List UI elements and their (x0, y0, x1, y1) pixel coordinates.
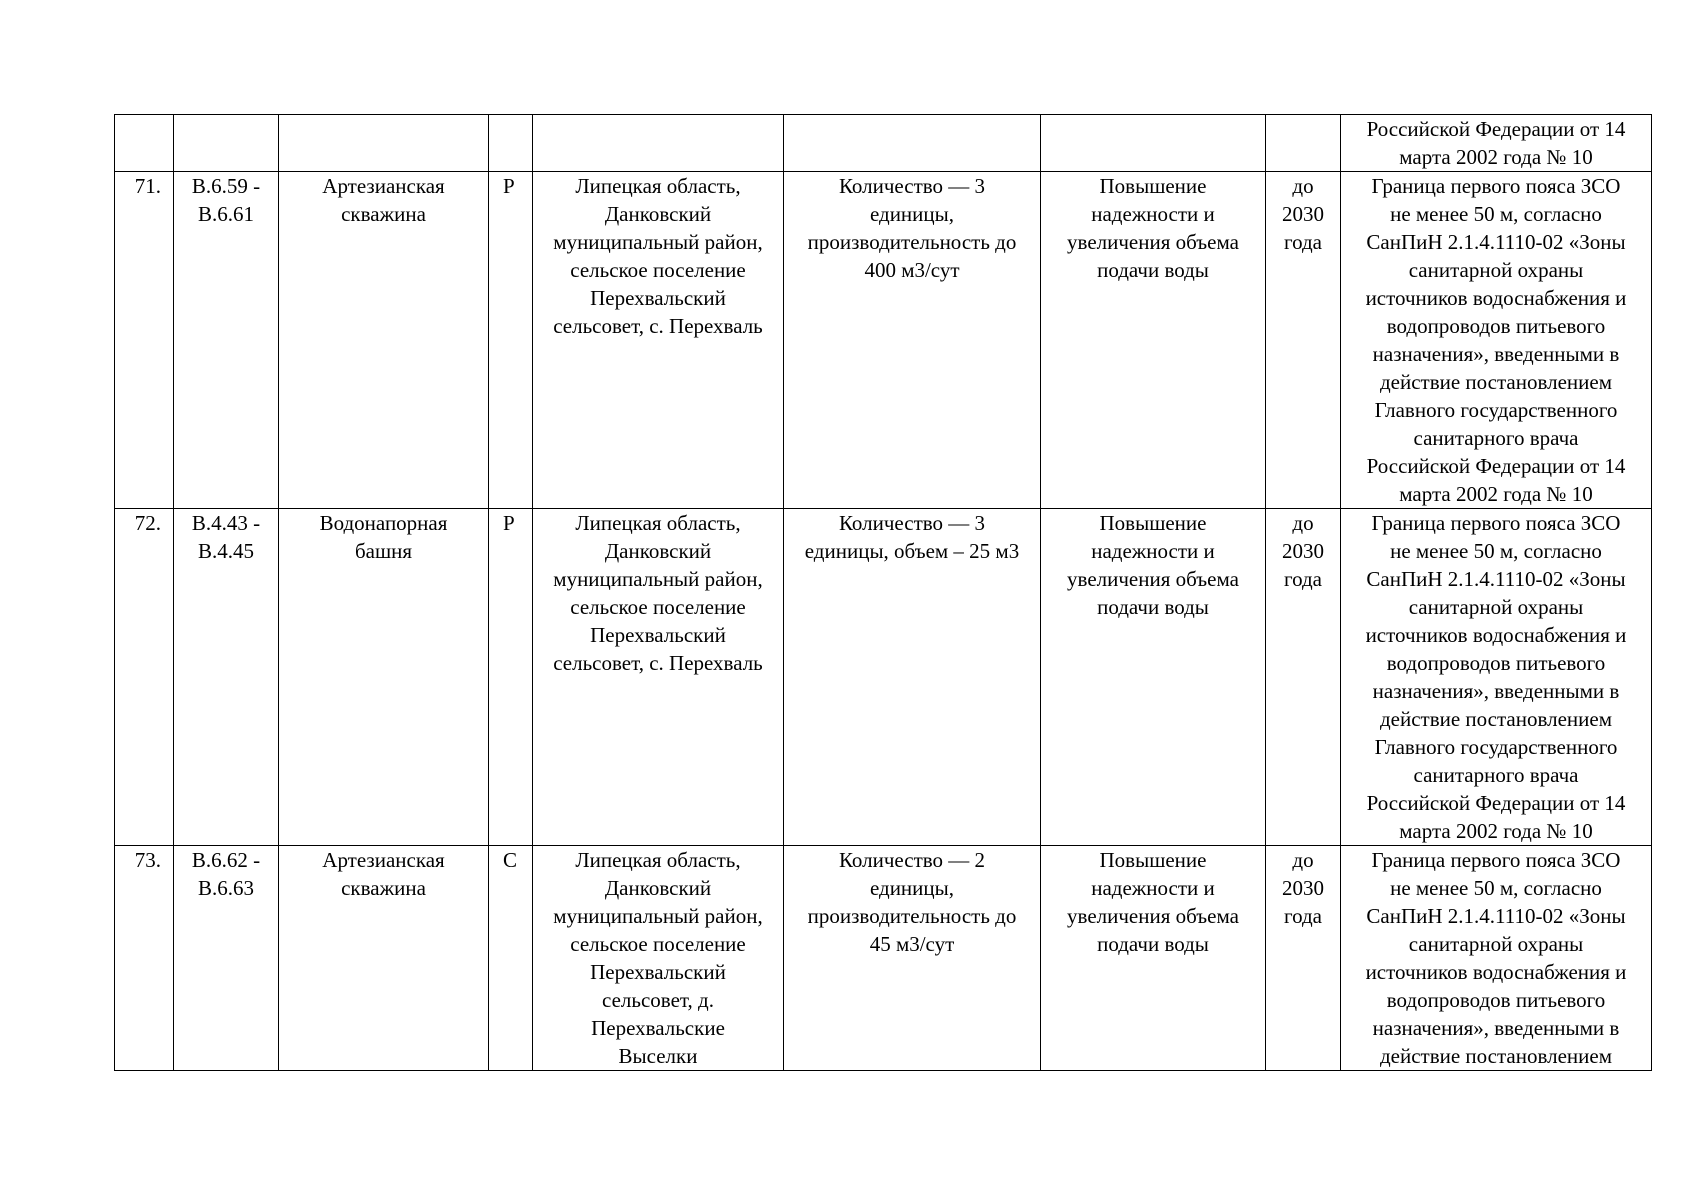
text-line: сельсовет, д. (602, 988, 714, 1012)
cell-type: С (489, 846, 533, 1071)
text-line: не менее 50 м, согласно (1390, 202, 1602, 226)
text-line: Данковский (604, 202, 712, 226)
text-line: Граница первого пояса ЗСО (1371, 848, 1621, 872)
text-line: 2030 (1282, 876, 1324, 900)
cell-code (174, 509, 279, 846)
cell-type: Р (489, 172, 533, 509)
text-line: Повышение (1099, 174, 1207, 198)
text-line: Перехвальский (590, 960, 726, 984)
text-line: Главного государственного (1374, 398, 1618, 422)
cell-number: 73. (115, 846, 174, 1071)
cell-code (174, 115, 279, 172)
text-line: действие постановлением (1379, 370, 1613, 394)
text-line: 400 м3/сут (864, 258, 960, 282)
text-line: Липецкая область, (575, 174, 741, 198)
text-line: Артезианская (322, 848, 445, 872)
text-line: сельское поселение (570, 258, 746, 282)
text-line: не менее 50 м, согласно (1390, 876, 1602, 900)
cell-zone (1341, 846, 1652, 1071)
location-text (535, 509, 781, 677)
text-line: 2030 (1282, 202, 1324, 226)
text-line: источников водоснабжения и (1365, 623, 1627, 647)
text-line: года (1284, 230, 1322, 254)
purpose-text (1043, 509, 1263, 621)
cell-code (174, 846, 279, 1071)
cell-name (279, 115, 489, 172)
cell-characteristics (784, 115, 1041, 172)
text-line: единицы, (869, 202, 955, 226)
text-line: СанПиН 2.1.4.1110-02 «Зоны (1366, 230, 1626, 254)
text-line: увеличения объема (1067, 904, 1239, 928)
text-line: Главного государственного (1374, 735, 1618, 759)
text-line: Водонапорная (319, 511, 448, 535)
text-line: скважина (341, 876, 426, 900)
table-row-continuation (115, 115, 1652, 172)
cell-purpose (1041, 115, 1266, 172)
text-line: увеличения объема (1067, 567, 1239, 591)
text-line: действие постановлением (1379, 707, 1613, 731)
text-line: В.6.62 - (191, 848, 261, 872)
term-text (1268, 846, 1338, 930)
cell-name (279, 509, 489, 846)
characteristics-text (786, 846, 1038, 958)
text-line: муниципальный район, (553, 230, 763, 254)
text-line: водопроводов питьевого (1386, 988, 1606, 1012)
text-line: санитарной охраны (1408, 258, 1584, 282)
text-line: санитарного врача (1413, 763, 1579, 787)
characteristics-text (786, 509, 1038, 565)
cell-location (533, 172, 784, 509)
text-line: Граница первого пояса ЗСО (1371, 511, 1621, 535)
text-line: СанПиН 2.1.4.1110-02 «Зоны (1366, 904, 1626, 928)
cell-code (174, 172, 279, 509)
text-line: муниципальный район, (553, 904, 763, 928)
text-line: надежности и (1091, 539, 1215, 563)
text-line: 45 м3/сут (869, 932, 955, 956)
text-line: не менее 50 м, согласно (1390, 539, 1602, 563)
cell-purpose (1041, 509, 1266, 846)
text-line: действие постановлением (1379, 1044, 1613, 1068)
cell-type: Р (489, 509, 533, 846)
text-line: назначения», введенными в (1372, 342, 1620, 366)
text-line: водопроводов питьевого (1386, 314, 1606, 338)
text-line: Российской Федерации от 14 (1366, 454, 1626, 478)
text-line: В.4.45 (197, 539, 254, 563)
text-line: года (1284, 567, 1322, 591)
text-line: до (1292, 174, 1314, 198)
text-line: Российской Федерации от 14 (1366, 791, 1626, 815)
text-line: производительность до (807, 230, 1017, 254)
text-line: Перехвальский (590, 623, 726, 647)
text-line: увеличения объема (1067, 230, 1239, 254)
text-line: года (1284, 904, 1322, 928)
term-text (1268, 509, 1338, 593)
cell-number: 71. (115, 172, 174, 509)
cell-term (1266, 172, 1341, 509)
text-line: Перехвальский (590, 286, 726, 310)
code-text (176, 172, 276, 228)
text-line: В.4.43 - (191, 511, 261, 535)
cell-characteristics (784, 172, 1041, 509)
text-line: единицы, (869, 876, 955, 900)
purpose-text (1043, 172, 1263, 284)
text-line: источников водоснабжения и (1365, 286, 1627, 310)
text-line: Перехвальские (591, 1016, 725, 1040)
cell-name (279, 846, 489, 1071)
cell-number (115, 115, 174, 172)
text-line: подачи воды (1097, 595, 1209, 619)
text-line: водопроводов питьевого (1386, 651, 1606, 675)
text-line: башня (354, 539, 413, 563)
name-text (281, 509, 486, 565)
text-line: скважина (341, 202, 426, 226)
text-line: марта 2002 года № 10 (1399, 482, 1593, 506)
name-text (281, 846, 486, 902)
text-line: подачи воды (1097, 932, 1209, 956)
text-line: единицы, объем – 25 м3 (804, 539, 1020, 563)
code-text (176, 509, 276, 565)
text-line: сельсовет, с. Перехваль (553, 651, 763, 675)
text-line: Липецкая область, (575, 511, 741, 535)
zone-text (1343, 509, 1649, 845)
table-row (115, 172, 1652, 509)
cell-term (1266, 115, 1341, 172)
text-line: В.6.61 (197, 202, 254, 226)
text-line: надежности и (1091, 202, 1215, 226)
cell-characteristics (784, 509, 1041, 846)
text-line: производительность до (807, 904, 1017, 928)
zone-text (1343, 115, 1649, 171)
cell-number: 72. (115, 509, 174, 846)
text-line: подачи воды (1097, 258, 1209, 282)
cell-type (489, 115, 533, 172)
cell-zone (1341, 115, 1652, 172)
text-line: надежности и (1091, 876, 1215, 900)
text-line: санитарной охраны (1408, 595, 1584, 619)
cell-location (533, 846, 784, 1071)
text-line: В.6.63 (197, 876, 254, 900)
text-line: Данковский (604, 539, 712, 563)
text-line: назначения», введенными в (1372, 1016, 1620, 1040)
text-line: сельское поселение (570, 595, 746, 619)
text-line: Количество — 2 (838, 848, 986, 872)
text-line: Липецкая область, (575, 848, 741, 872)
cell-purpose (1041, 846, 1266, 1071)
purpose-text (1043, 846, 1263, 958)
table-row (115, 509, 1652, 846)
cell-term (1266, 509, 1341, 846)
text-line: сельское поселение (570, 932, 746, 956)
text-line: сельсовет, с. Перехваль (553, 314, 763, 338)
text-line: Повышение (1099, 511, 1207, 535)
text-line: муниципальный район, (553, 567, 763, 591)
name-text (281, 172, 486, 228)
text-line: Количество — 3 (838, 174, 986, 198)
location-text (535, 172, 781, 340)
characteristics-text (786, 172, 1038, 284)
text-line: до (1292, 511, 1314, 535)
cell-zone (1341, 172, 1652, 509)
table-row (115, 846, 1652, 1071)
location-text (535, 846, 781, 1070)
cell-characteristics (784, 846, 1041, 1071)
text-line: 2030 (1282, 539, 1324, 563)
zone-text (1343, 846, 1649, 1070)
cell-location (533, 115, 784, 172)
cell-zone (1341, 509, 1652, 846)
text-line: Российской Федерации от 14 (1366, 117, 1626, 141)
zone-text (1343, 172, 1649, 508)
text-line: СанПиН 2.1.4.1110-02 «Зоны (1366, 567, 1626, 591)
text-line: Количество — 3 (838, 511, 986, 535)
text-line: Повышение (1099, 848, 1207, 872)
text-line: В.6.59 - (191, 174, 261, 198)
cell-purpose (1041, 172, 1266, 509)
text-line: до (1292, 848, 1314, 872)
facilities-table (114, 114, 1652, 1071)
text-line: назначения», введенными в (1372, 679, 1620, 703)
text-line: санитарного врача (1413, 426, 1579, 450)
term-text (1268, 172, 1338, 256)
text-line: санитарной охраны (1408, 932, 1584, 956)
cell-location (533, 509, 784, 846)
text-line: Артезианская (322, 174, 445, 198)
cell-term (1266, 846, 1341, 1071)
text-line: марта 2002 года № 10 (1399, 819, 1593, 843)
cell-name (279, 172, 489, 509)
text-line: Выселки (618, 1044, 698, 1068)
code-text (176, 846, 276, 902)
text-line: источников водоснабжения и (1365, 960, 1627, 984)
text-line: Граница первого пояса ЗСО (1371, 174, 1621, 198)
text-line: Данковский (604, 876, 712, 900)
text-line: марта 2002 года № 10 (1399, 145, 1593, 169)
